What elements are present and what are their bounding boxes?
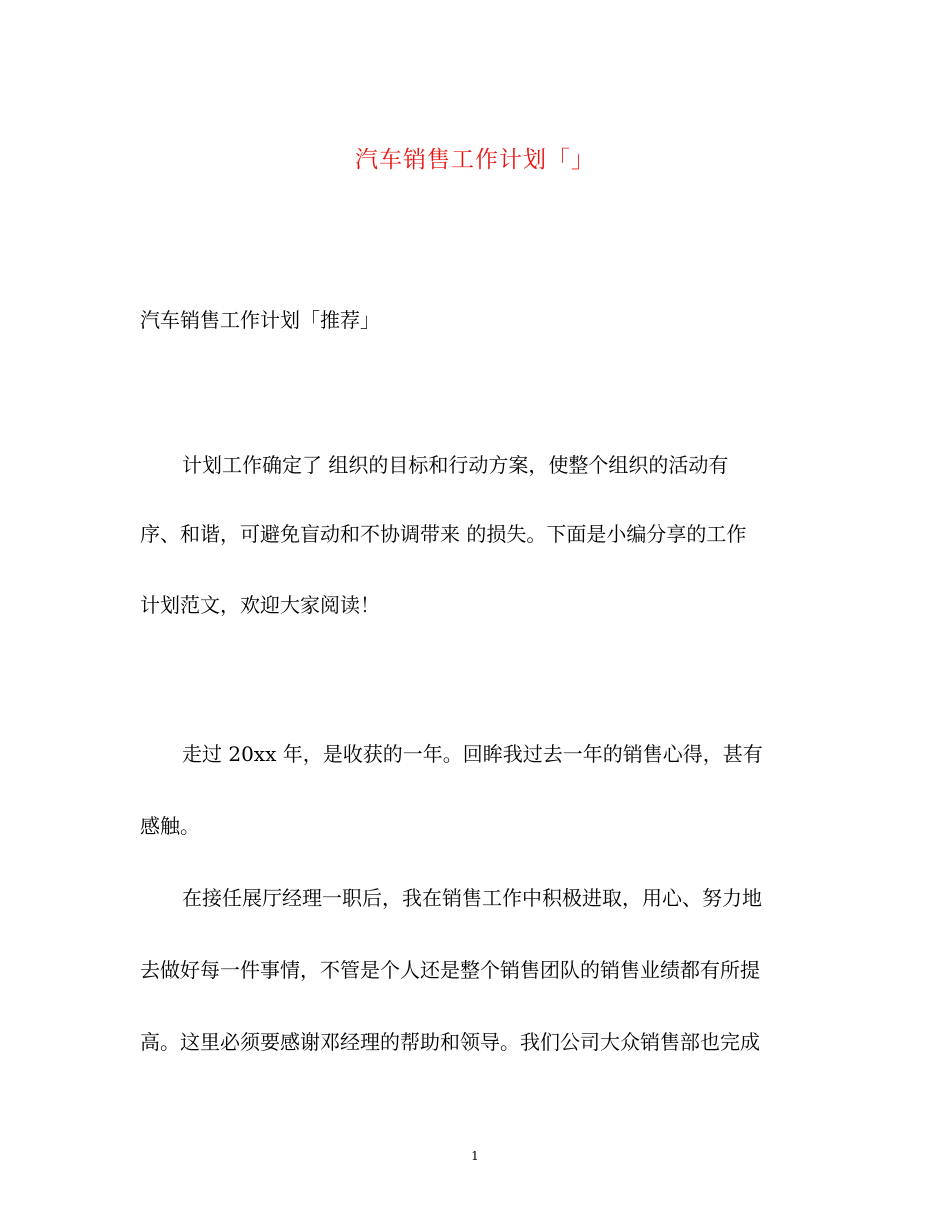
paragraph-1-line-1: 计划工作确定了 组织的目标和行动方案，使整个组织的活动有 <box>182 453 729 477</box>
page-number: 1 <box>471 1149 479 1163</box>
paragraph-3-line-2: 去做好每一件事情，不管是个人还是整个销售团队的销售业绩都有所提 <box>140 958 760 982</box>
paragraph-2-line-2: 感触。 <box>140 814 200 838</box>
paragraph-1-line-3: 计划范文，欢迎大家阅读！ <box>140 593 380 617</box>
document-subtitle: 汽车销售工作计划「推荐」 <box>140 308 380 332</box>
paragraph-2-line-1: 走过 20xx 年，是收获的一年。回眸我过去一年的销售心得，甚有 <box>182 742 763 766</box>
paragraph-1-line-2: 序、和谐，可避免盲动和不协调带来 的损失。下面是小编分享的工作 <box>140 522 747 546</box>
paragraph-3-line-1: 在接任展厅经理一职后，我在销售工作中积极进取，用心、努力地 <box>182 886 762 910</box>
paragraph-3-line-3: 高。这里必须要感谢邓经理的帮助和领导。我们公司大众销售部也完成 <box>140 1030 760 1054</box>
document-title: 汽车销售工作计划「」 <box>355 147 595 173</box>
